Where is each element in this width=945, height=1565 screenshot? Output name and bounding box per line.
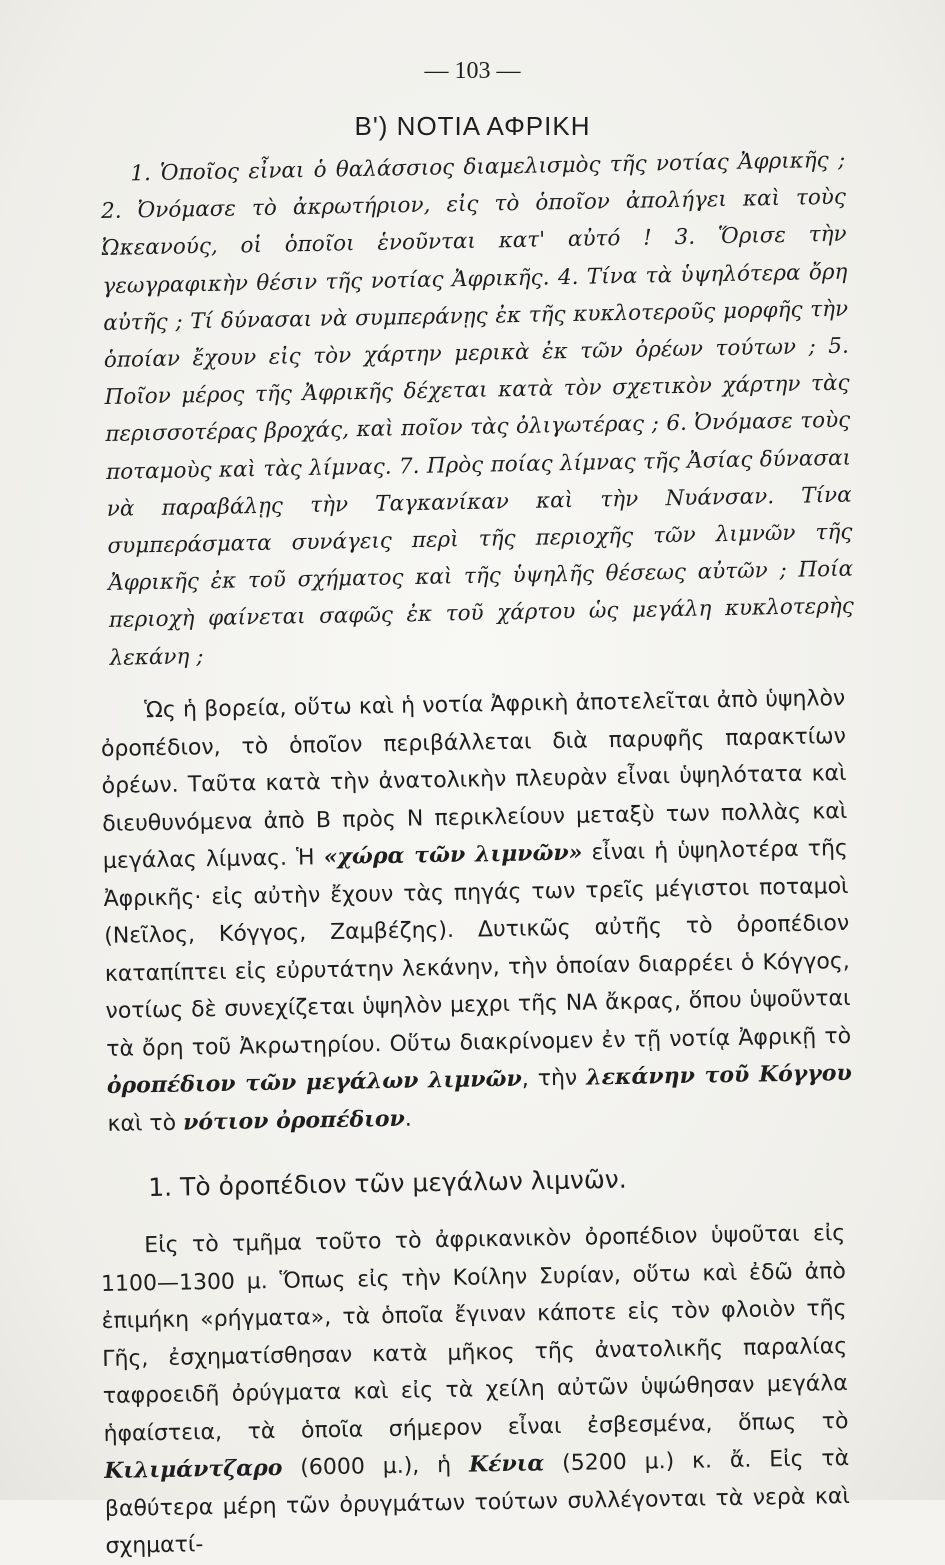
emphasis-kilimanjaro: Κιλιμάντζαρο: [104, 1454, 283, 1484]
review-questions: 1. Ὁποῖος εἶναι ὁ θαλάσσιος διαμελισμὸς τῆς νοτίας Ἀφρικῆς ; 2. Ὀνόμασε τὸ ἀκρωτήριον, εἰς τὸ ὁποῖον ἀπολήγει καὶ τοὺς Ὠκεανούς, οἱ ὁποῖοι ἑνοῦνται κατ' αὐτό ! 3. Ὅρισε τὴν γεωγραφικὴν θέσιν τῆς νοτίας Ἀφρικῆς. 4. Τίνα τὰ ὑψηλότερα ὄρη αὐτῆς ; Τί δύνασαι νὰ συμπεράνῃς ἐκ τῆς κυκλοτεροῦς μορφῆς τὴν ὁποίαν ἔχουν εἰς τὸν χάρτην μερικὰ ἐκ τῶν ὀρέων τούτων ; 5. Ποῖον μέρος τῆς Ἀφρικῆς δέχεται κατὰ τὸν σχετικὸν χάρτην τὰς περισσοτέρας βροχάς, καὶ ποῖον τὰς ὀλιγωτέρας ; 6. Ὀνόμασε τοὺς ποταμοὺς καὶ τὰς λίμνας. 7. Πρὸς ποίας λίμνας τῆς Ἀσίας δύνασαι νὰ παραβάλῃς τὴν Ταγκανίκαν καὶ τὴν Νυάνσαν. Τίνα συμπεράσματα συνάγεις περὶ τῆς περιοχῆς τῶν λιμνῶν τῆς Ἀφρικῆς ἐκ τοῦ σχήματος καὶ τῆς ὑψηλῆς θέσεως αὐτῶν ; Ποία περιοχὴ φαίνεται σαφῶς ἐκ τοῦ χάρτου ὡς μεγάλη κυκλοτερὴς λεκάνη ;: [100, 147, 855, 671]
emphasis-congo-basin: λεκάνην τοῦ Κόγγου: [585, 1059, 852, 1091]
text-run: , τὴν: [521, 1065, 587, 1092]
text-run: καὶ τὸ: [107, 1109, 184, 1137]
section-heading: Β') ΝΟΤΙΑ ΑΦΡΙΚΗ: [354, 111, 591, 141]
paragraph-great-lakes: [100, 1215, 851, 1565]
text-run: (6000 μ.), ἡ: [282, 1452, 470, 1481]
paragraph-overview: [100, 680, 853, 1143]
page-number: — 103 —: [424, 58, 521, 84]
subheading: 1. Τὸ ὀροπέδιον τῶν μεγάλων λιμνῶν.: [148, 1164, 627, 1202]
emphasis-great-lakes-plateau: ὀροπέδιον τῶν μεγάλων λιμνῶν: [106, 1065, 522, 1099]
emphasis-lakes-region: «χώρα τῶν λιμνῶν»: [323, 839, 583, 870]
emphasis-southern-plateau: νότιον ὀροπέδιον: [182, 1105, 406, 1135]
text-run: .: [404, 1105, 413, 1132]
text-run: εἶναι ἡ ὑψηλοτέρα τῆς Ἀφρικῆς· εἰς αὐτὴν ἔχουν τὰς πηγάς των τρεῖς μέγιστοι ποταμοὶ (Νεῖλος, Κόγγος, Ζαμβέζης). Δυτικῶς αὐτῆς τὸ ὀροπέδιον καταπίπτει εἰς εὐρυτάτην λεκάνην, τὴν ὁποίαν διαρρέει ὁ Κόγγος, νοτίως δὲ συνεχίζεται ὑψηλὸν μεχρι τῆς ΝΑ ἄκρας, ὅπου ὑψοῦνται τὰ ὄρη τοῦ Ἀκρωτηρίου. Οὕτω διακρίνομεν ἐν τῇ νοτίᾳ Ἀφρικῇ τὸ: [103, 835, 852, 1062]
emphasis-kenya: Κένια: [468, 1450, 545, 1478]
text-run: (5200 μ.) κ. ἄ. Εἰς τὰ βαθύτερα μέρη τῶν ὀρυγμάτων τούτων συλλέγονται τὰ νερὰ καὶ σχηματί-: [104, 1445, 851, 1559]
text-run: Ὡς ἡ βορεία, οὕτω καὶ ἡ νοτία Ἀφρικὴ ἀποτελεῖται ἀπὸ ὑψηλὸν ὀροπέδιον, τὸ ὁποῖον περιβάλλεται διὰ παρυφῆς παρακτίων ὀρέων. Ταῦτα κατὰ τὴν ἀνατολικὴν πλευρὰν εἶναι ὑψηλότατα καὶ διευθυνόμενα ἀπὸ Β πρὸς Ν περικλείουν μεταξὺ των πολλὰς καὶ μεγάλας λίμνας. Ἡ: [100, 685, 848, 874]
text-run: Εἰς τὸ τμῆμα τοῦτο τὸ ἀφρικανικὸν ὀροπέδιον ὑψοῦται εἰς 1100—1300 μ. Ὅπως εἰς τὴν Κοίλην Συρίαν, οὕτω καὶ ἐδῶ ἀπὸ ἐπιμήκη «ρήγματα», τὰ ὁποῖα ἔγιναν κάποτε εἰς τὸν φλοιὸν τῆς Γῆς, ἐσχηματίσθησαν κατὰ μῆκος τῆς ἀνατολικῆς παραλίας ταφροειδῆ ὀρύγματα καὶ εἰς τὰ χείλη αὐτῶν ὑψώθησαν μεγάλα ἡφαίστεια, τὰ ὁποῖα σήμερον εἶναι ἐσβεσμένα, ὅπως τὸ: [100, 1220, 849, 1447]
